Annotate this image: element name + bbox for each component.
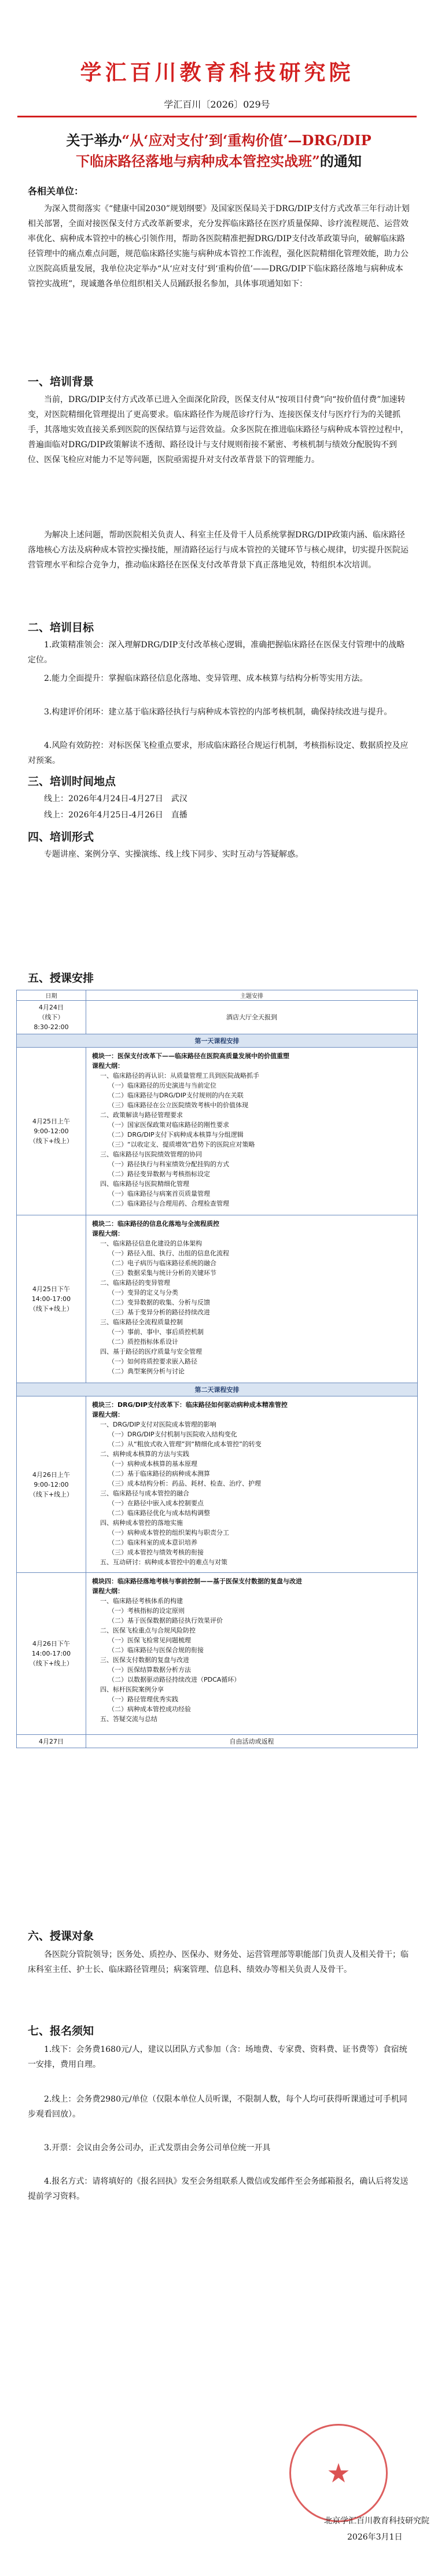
- day2-am-content: [86, 1396, 417, 1572]
- subject-prefix: 关于举办: [66, 132, 122, 149]
- outline-line: 五、互动研讨：病种成本管控中的难点与对策: [100, 1558, 227, 1566]
- outline-line: （一）医保结算数据分析方法: [108, 1666, 191, 1674]
- module-title: 模块二：临床路径的信息化落地与全流程质控: [92, 1220, 219, 1228]
- outline-line: （三）“以收定支、提质增效”趋势下的医院应对策略: [108, 1141, 255, 1148]
- addressee: 各相关单位：: [28, 186, 84, 197]
- outline-line: （二）DRG/DIP支付下病种成本核算与分组逻辑: [108, 1131, 244, 1138]
- outline-line: （二）基于临床路径的病种成本测算: [108, 1470, 210, 1477]
- section-goals-title: 二、培训目标: [28, 621, 94, 634]
- outline-line: （一）变异的定义与分类: [108, 1289, 178, 1296]
- outline-line: （三）临床路径在公立医院绩效考核中的价值体现: [108, 1101, 248, 1109]
- header-divider: [17, 116, 417, 117]
- goal-item-1: 1.政策精准领会：深入理解DRG/DIP支付改革核心逻辑，准确把握临床路径在医保支付管理中的战略定位。: [28, 640, 405, 665]
- outline-line: 一、DRG/DIP支付对医院成本管理的影响: [100, 1421, 216, 1428]
- module-outline: [92, 1596, 411, 1724]
- time-place-online: 线上：2026年4月25日-4月26日 直播: [44, 810, 187, 820]
- section-audience-title: 六、授课对象: [28, 1930, 94, 1943]
- goal-item-3: 3.构建评价闭环：建立基于临床路径执行与病种成本管控的内部考核机制，确保持续改进与提升。: [44, 707, 392, 717]
- outline-line: （二）从“粗放式收入管理”到“精细化成本管控”的转变: [108, 1440, 262, 1448]
- outline-line: （三）基于变异分析的路径持续改进: [108, 1309, 210, 1316]
- day1-am-time: 4月25日上午 9:00-12:00 （线下+线上）: [17, 1048, 86, 1215]
- outline-line: 三、临床路径与成本管控的融合: [100, 1490, 189, 1497]
- departure-content: 自由活动或返程: [229, 1737, 274, 1745]
- background-paragraph-2: 为解决上述问题，帮助医院相关负责人、科室主任及骨干人员系统掌握DRG/DIP政策内涵、临床路径落地核心方法及病种成本管控实操技能，厘清路径运行与成本管控的关键环节与核心规律，切实提升医院运营管理水平和综合竞争力，推动临床路径在医保支付改革背景下真正落地见效，特组织本次培训。: [28, 530, 409, 570]
- section-background-title: 一、培训背景: [28, 375, 94, 388]
- outline-line: （一）临床路径的历史演进与当前定位: [108, 1082, 216, 1089]
- section-time-place-title: 三、培训时间地点: [28, 775, 116, 788]
- outline-line: （二）临床科室的成本意识培养: [108, 1539, 197, 1546]
- day2-pm-content: [86, 1573, 417, 1734]
- outline-line: 一、临床路径的再认识：从质量管理工具到医院战略抓手: [100, 1072, 259, 1079]
- outline-line: （三）成本结构分析：药品、耗材、检查、治疗、护理: [108, 1480, 261, 1487]
- outline-line: （一）考核指标的设定原则: [108, 1607, 185, 1615]
- outline-line: 二、临床路径的变异管理: [100, 1279, 170, 1287]
- registration-item-4: 4.报名方式：请将填好的《报名回执》发至会务组联系人微信或发邮件至会务邮箱报名，确认后将发送提前学习资料。: [28, 2177, 409, 2201]
- module-subtitle: 课程大纲：: [92, 1062, 124, 1070]
- outline-line: （一）医保飞检常见问题梳理: [108, 1637, 191, 1644]
- outline-line: （二）基于医保数据的路径执行效果评价: [108, 1617, 223, 1624]
- notice-subject: [28, 130, 410, 172]
- subject-course-name: “从‘应对支付’到‘重构价值’—DRG/DIP: [122, 132, 372, 149]
- official-seal: [289, 2424, 388, 2522]
- outline-line: （一）如何将质控要求嵌入路径: [108, 1358, 197, 1365]
- outline-line: 四、病种成本管控的落地实施: [100, 1519, 183, 1527]
- background-paragraph-1: 当前，DRG/DIP支付方式改革已进入全面深化阶段，医保支付从“按项目付费”向“按价值付费”加速转变，对医院精细化管理提出了更高要求。临床路径作为规范诊疗行为、连接医保支付与医疗行为的关键抓手，其落地实效直接关系到医院的医保结算与运营效益。众多医院在推进临床路径与病种成本管控过程中，普遍面临对DRG/DIP政策解读不透彻、路径设计与支付规则衔接不紧密、考核机制与绩效分配脱钩不到位、医保飞检应对能力不足等问题，医院亟需提升对支付改革背景下的管理能力。: [28, 395, 409, 465]
- module-outline: [92, 1420, 411, 1567]
- arrival-time: 4月24日 （线下） 8:30-22:00: [17, 1001, 86, 1034]
- module-title: 模块一：医保支付改革下——临床路径在医院高质量发展中的价值重塑: [92, 1052, 289, 1060]
- schedule-table-header: [17, 990, 417, 1001]
- registration-item-3: 3.开票：会议由会务公司办，正式发票由会务公司单位统一开具: [44, 2143, 271, 2153]
- outline-line: 三、临床路径与医院绩效管理的协同: [100, 1151, 202, 1158]
- outline-line: 二、医保飞检重点与合规风险防控: [100, 1627, 196, 1634]
- outline-line: （一）国家医保政策对临床路径的刚性要求: [108, 1121, 229, 1129]
- issue-date: 2026年3月1日: [347, 2533, 403, 2542]
- outline-line: （一）路径入组、执行、出组的信息化流程: [108, 1250, 229, 1257]
- signer: 北京学汇百川教育科技研究院: [324, 2516, 429, 2526]
- day1-pm-content: [86, 1215, 417, 1383]
- outline-line: （一）在路径中嵌入成本控制要点: [108, 1499, 204, 1507]
- schedule-col-time: 日期: [17, 990, 86, 1000]
- goal-item-2: 2.能力全面提升：掌握临床路径信息化落地、变异管理、成本核算与结构分析等实用方法。: [44, 674, 368, 683]
- goal-item-4: 4.风险有效防控：对标医保飞检重点要求，形成临床路径合规运行机制，考核指标设定、数据质控及应对预案。: [28, 741, 409, 765]
- section-registration-title: 七、报名须知: [28, 2025, 94, 2037]
- day2-header: 第二天课程安排: [17, 1383, 417, 1396]
- module-title: 模块四：临床路径落地考核与事前控制——基于医保支付数据的复盘与改进: [92, 1578, 302, 1585]
- departure-time: 4月27日: [17, 1735, 86, 1748]
- outline-line: （二）路径变异数据与考核指标设定: [108, 1170, 210, 1178]
- outline-line: 四、临床路径与医院精细化管理: [100, 1180, 189, 1188]
- schedule-row-day2-am: [17, 1396, 417, 1573]
- outline-line: （二）电子病历与临床路径系统的融合: [108, 1259, 216, 1267]
- section-format-title: 四、培训形式: [28, 831, 94, 843]
- day1-header: 第一天课程安排: [17, 1034, 417, 1048]
- section-schedule-title: 五、授课安排: [28, 972, 94, 985]
- outline-line: （一）路径管理优秀实践: [108, 1696, 178, 1703]
- outline-line: 五、答疑交流与总结: [100, 1715, 157, 1723]
- schedule-table: [16, 990, 418, 1748]
- outline-line: （一）DRG/DIP支付机制与医院收入结构变化: [108, 1431, 237, 1438]
- doc-number: 学汇百川〔2026〕029号: [164, 99, 270, 110]
- module-outline: [92, 1071, 411, 1208]
- time-place-offline: 线上：2026年4月24日-4月27日 武汉: [44, 794, 187, 804]
- outline-line: （二）以数据驱动路径持续改进（PDCA循环）: [108, 1676, 241, 1683]
- schedule-row-day1-am: [17, 1048, 417, 1215]
- intro-paragraph: 为深入贯彻落实《“健康中国2030”规划纲要》及国家医保局关于DRG/DIP支付方式改革三年行动计划相关部署，全面对接医保支付方式改革新要求，充分发挥临床路径在医疗质量保障、诊疗流程规范、运营效率优化、病种成本管控中的核心引领作用，帮助各医院精准把握DRG/DIP支付改革政策导向，破解临床路径管理中的痛点难点问题，规范临床路径实施与病种成本管控工作流程，强化医院精细化管理效能，助力公立医院高质量发展，我单位决定举办“从‘应对支付’到‘重构价值’——DRG/DIP下临床路径落地与病种成本管控实战班”，现诚邀各单位组织相关人员踊跃报名参加，具体事项通知如下：: [28, 204, 410, 289]
- outline-line: 四、基于路径的医疗质量与安全管理: [100, 1348, 202, 1355]
- outline-line: （二）临床路径与医保合规的衔接: [108, 1646, 204, 1654]
- module-subtitle: 课程大纲：: [92, 1230, 124, 1237]
- format-text: 专题讲座、案例分享、实操演练、线上线下同步、实时互动与答疑解惑。: [44, 850, 303, 859]
- subject-tail: 的通知: [319, 153, 362, 169]
- outline-line: （一）病种成本管控的组织架构与职责分工: [108, 1529, 229, 1536]
- outline-line: 二、政策解读与路径管理要求: [100, 1111, 183, 1119]
- outline-line: （三）成本管控与绩效考核的衔接: [108, 1549, 204, 1556]
- outline-line: 三、临床路径全流程质量控制: [100, 1318, 183, 1326]
- registration-item-1: 1.线下：会务费1680元/人，建议以团队方式参加（含：场地费、专家费、资料费、证书费等）食宿统一安排，费用自理。: [28, 2045, 407, 2069]
- outline-line: （二）临床路径与合理用药、合理检查管理: [108, 1200, 229, 1207]
- outline-line: （二）质控指标体系设计: [108, 1338, 178, 1346]
- outline-line: 一、临床路径考核体系的构建: [100, 1597, 183, 1605]
- day2-pm-time: 4月26日下午 14:00-17:00 （线下+线上）: [17, 1573, 86, 1734]
- day1-am-content: [86, 1048, 417, 1215]
- org-title: 学汇百川教育科技研究院: [80, 60, 354, 85]
- schedule-col-content: 主题安排: [240, 993, 263, 1000]
- module-title: 模块三：DRG/DIP支付改革下：临床路径如何驱动病种成本精准管控: [92, 1401, 288, 1409]
- seal-star-icon: ★: [326, 2457, 351, 2489]
- outline-line: 四、标杆医院案例分享: [100, 1686, 164, 1693]
- registration-item-2: 2.线上：会务费2980元/单位（仅限本单位人员听课，不限制人数，每个人均可获得听课通过可手机同步观看回放）。: [28, 2095, 407, 2119]
- outline-line: （三）数据采集与统计分析的关键环节: [108, 1269, 216, 1277]
- schedule-row-day2-pm: [17, 1573, 417, 1735]
- day2-am-time: 4月26日上午 9:00-12:00 （线下+线上）: [17, 1396, 86, 1572]
- module-subtitle: 课程大纲：: [92, 1411, 124, 1418]
- audience-text: 各医院分管院领导；医务处、质控办、医保办、财务处、运营管理部等职能部门负责人及相关骨干；临床科室主任、护士长、临床路径管理员；病案管理、信息科、绩效办等相关负责人及骨干。: [28, 1950, 409, 1974]
- outline-line: 二、病种成本核算的方法与实践: [100, 1450, 189, 1458]
- subject-course-name-2: 下临床路径落地与病种成本管控实战班”: [76, 153, 320, 169]
- outline-line: （一）病种成本核算的基本原理: [108, 1460, 197, 1468]
- outline-line: （二）临床路径优化与成本结构调整: [108, 1509, 210, 1517]
- module-outline: [92, 1239, 411, 1376]
- outline-line: （二）变异数据的收集、分析与反馈: [108, 1299, 210, 1306]
- outline-line: 一、临床路径信息化建设的总体架构: [100, 1240, 202, 1247]
- outline-line: （一）事前、事中、事后质控机制: [108, 1328, 204, 1336]
- outline-line: （一）临床路径与病案首页质量管理: [108, 1190, 210, 1197]
- schedule-row-departure: [17, 1735, 417, 1748]
- outline-line: 三、医保支付数据的复盘与改进: [100, 1656, 189, 1664]
- outline-line: （二）病种成本管控成功经验: [108, 1705, 191, 1713]
- outline-line: （一）路径执行与科室绩效分配挂钩的方式: [108, 1160, 229, 1168]
- day1-pm-time: 4月25日下午 14:00-17:00 （线下+线上）: [17, 1215, 86, 1383]
- module-subtitle: 课程大纲：: [92, 1587, 124, 1595]
- schedule-row-arrival: [17, 1001, 417, 1034]
- arrival-content: 酒店大厅全天报到: [226, 1014, 277, 1021]
- outline-line: （二）典型案例分析与讨论: [108, 1368, 185, 1375]
- outline-line: （二）临床路径与DRG/DIP支付规则的内在关联: [108, 1092, 244, 1099]
- schedule-row-day1-pm: [17, 1215, 417, 1383]
